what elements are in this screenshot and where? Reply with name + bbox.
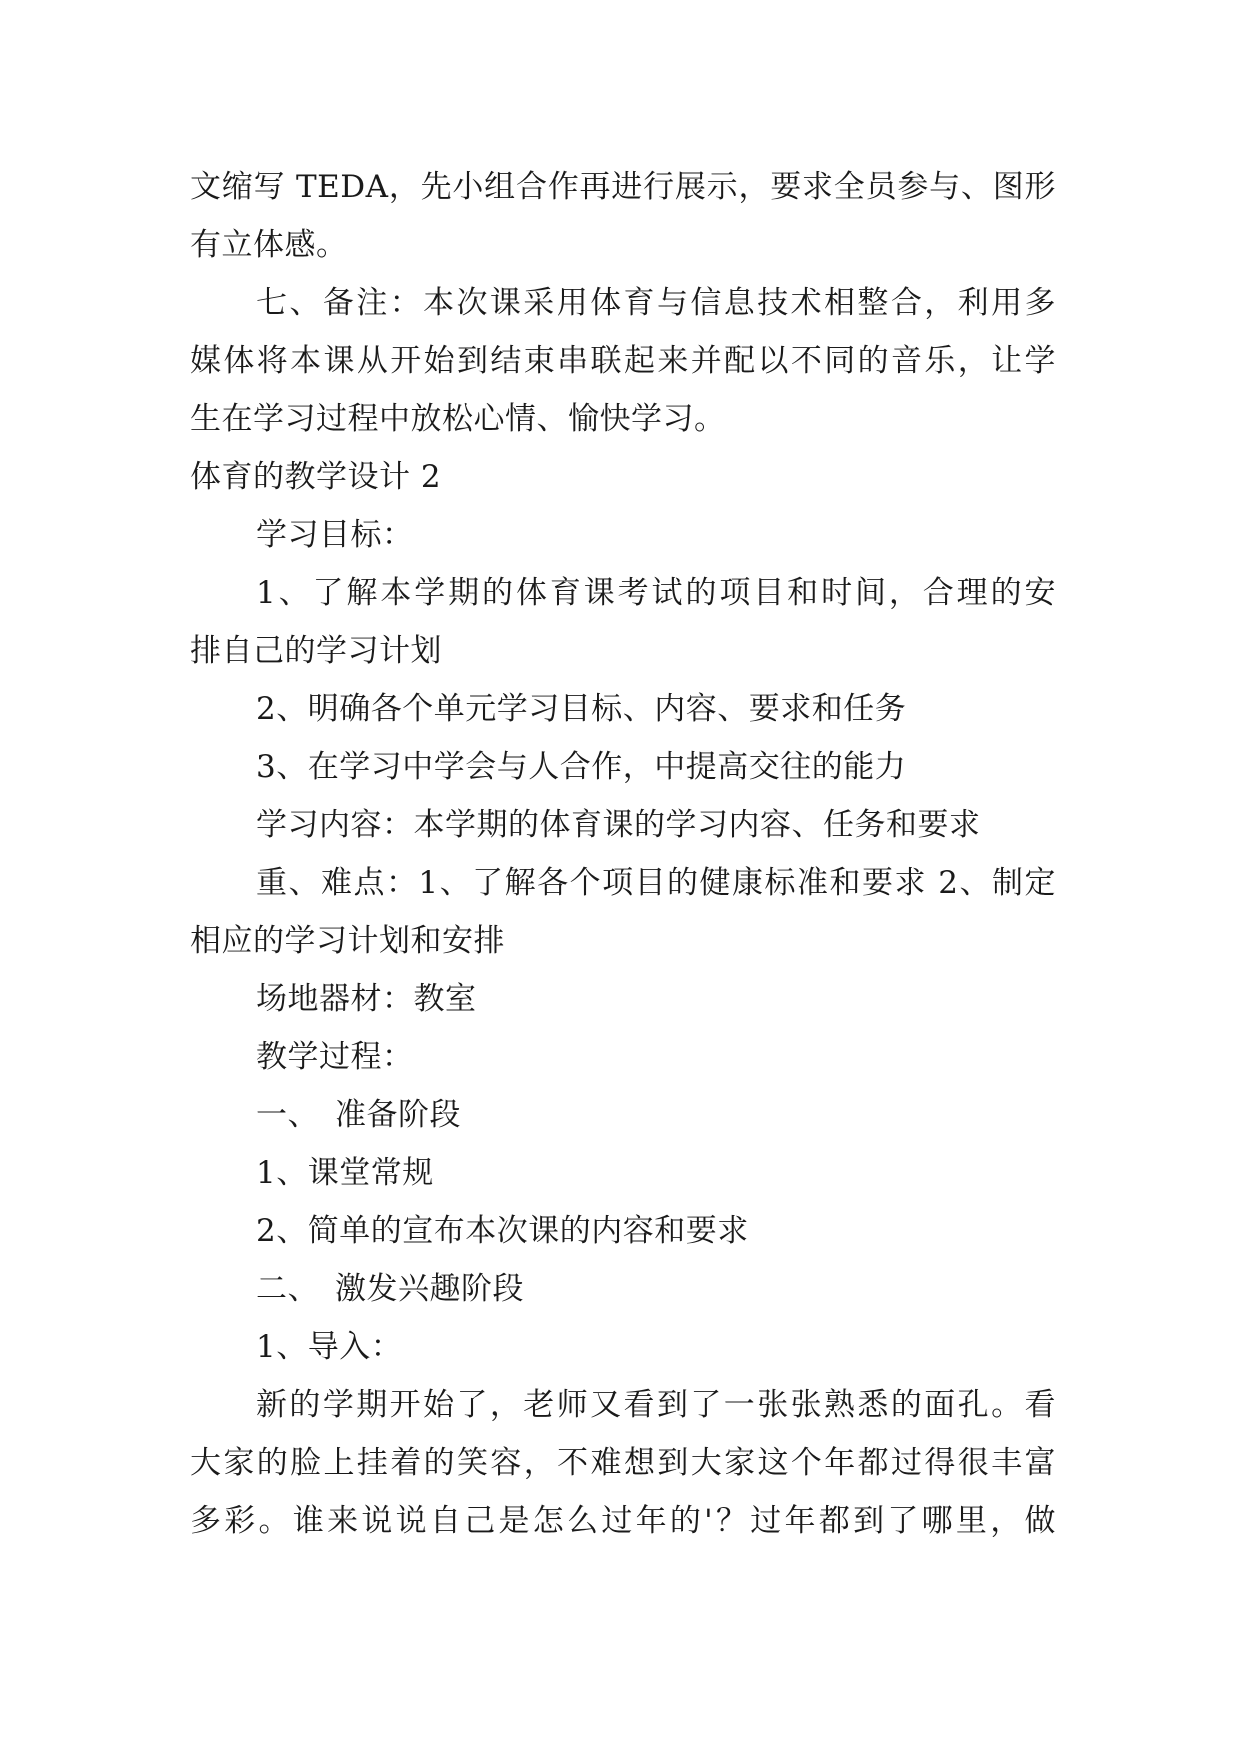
text-line: 2、明确各个单元学习目标、内容、要求和任务: [256, 691, 907, 727]
text-line: 媒体将本课从开始到结束串联起来并配以不同的音乐，让学: [190, 343, 1056, 379]
text-line: 有立体感。: [190, 227, 348, 263]
text-line: 1、课堂常规: [256, 1155, 434, 1191]
text-line: 七、备注：本次课采用体育与信息技术相整合，利用多: [256, 285, 1056, 321]
text-line: 场地器材：教室: [256, 981, 477, 1017]
text-line: 相应的学习计划和安排: [190, 923, 505, 959]
body-text: [190, 158, 1056, 1550]
text-line: 重、难点：1、了解各个项目的健康标准和要求 2、制定: [256, 865, 1056, 901]
text-line: 新的学期开始了，老师又看到了一张张熟悉的面孔。看: [256, 1387, 1056, 1423]
text-line: 大家的脸上挂着的笑容，不难想到大家这个年都过得很丰富: [190, 1445, 1056, 1481]
text-line: 3、在学习中学会与人合作，中提高交往的能力: [256, 749, 907, 785]
text-line: 二、 激发兴趣阶段: [256, 1271, 524, 1307]
text-line: 一、 准备阶段: [256, 1097, 461, 1133]
text-line: 1、了解本学期的体育课考试的项目和时间，合理的安: [256, 575, 1056, 611]
text-line: 学习目标：: [256, 517, 414, 553]
text-line: 2、简单的宣布本次课的内容和要求: [256, 1213, 749, 1249]
text-line: 学习内容：本学期的体育课的学习内容、任务和要求: [256, 807, 981, 843]
text-line: 多彩。谁来说说自己是怎么过年的'？过年都到了哪里，做: [190, 1503, 1056, 1539]
text-line: 生在学习过程中放松心情、愉快学习。: [190, 401, 726, 437]
text-line: 教学过程：: [256, 1039, 414, 1075]
text-line: 体育的教学设计 2: [190, 459, 442, 495]
text-line: 排自己的学习计划: [190, 633, 442, 669]
text-line: 1、导入：: [256, 1329, 403, 1365]
text-line: 文缩写 TEDA，先小组合作再进行展示，要求全员参与、图形: [190, 169, 1056, 205]
